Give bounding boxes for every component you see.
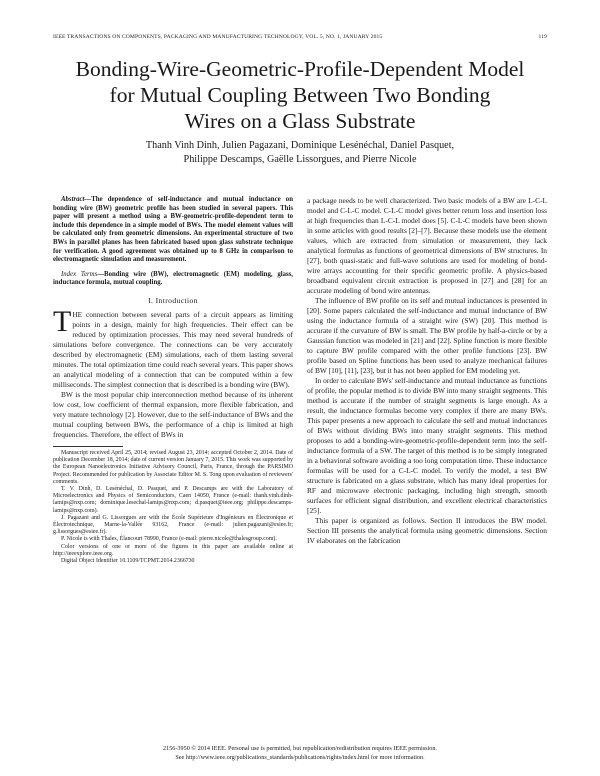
rights-link[interactable]: See http://www.ieee.org/publications_standards/publications/rights/index.html for more information. (175, 754, 425, 761)
body-paragraph: The influence of BW profile on its self and mutual inductances is presented in [20]. Some papers calculated the self-inductance and mutual inductance of BW using the inductance formula of a straight wire (SW) [20]. This method is accurate if the curvature of BW is small. The BW profile by half-a-circle or by a Gaussian function was modeled in [21] and [22]. Spline function is more flexible to capture BW profile compared with the other profile functions [23]. BW profile based on Spline functions has been used to analyze mechanical failures of BW [10], [11], [23], but it has not been applied for EM modeling yet. (307, 296, 547, 375)
section-heading: I. Introduction (148, 295, 198, 305)
paper-title (0, 56, 600, 134)
body-paragraph: BW is the most popular chip interconnection method because of its inherent low cost, low coefficient of thermal expansion, more flexible fabrication, and very mature technology [2]. However, due to the self-inductance of BWs and the mutual coupling between BWs, the performance of a chip is limited at high frequencies. Therefore, the effect of BWs in (53, 389, 293, 439)
abstract-text: —The dependence of self-inductance and mutual inductance on bonding wire (BW) geometric profile has been studied in several papers. This paper will present a method using a BW-geometric-profile-dependent term to include this dependence in a simple model of BWs. The model element values will be calculated only from geometric dimensions. An experimental structure of two BWs in parallel planes has been fabricated based upon glass substrate technique for verification. A good agreement was obtained up to 8 GHz in comparison to electromagnetic simulation and measurement. (53, 196, 293, 264)
title-line: Wires on a Glass Substrate (184, 109, 416, 133)
drop-cap: T (53, 304, 72, 338)
footnote: T. V. Dinh, D. Lesénéchal, D. Pasquet, and P. Descamps are with the Laboratory of Microelectronics and Physics of Semiconductors, Caen 14050, France (e-mail: thanh.vinh.dinh-lamips@nxp.com; dominique.lesechal-lamips@nxp.com; d.pasquet@ieee.org; philippe.descamps-lamips@nxp.com). (53, 485, 293, 514)
body-paragraph: This paper is organized as follows. Section II introduces the BW model. Section III presents the analytical formula using geometric dimensions. Section IV elaborates on the fabrication (307, 516, 547, 545)
left-column (53, 196, 293, 565)
page-number: 119 (538, 34, 547, 40)
footnote: Color versions of one or more of the figures in this paper are available online at http://ieeexplore.ieee.org. (53, 543, 293, 557)
author-line: Philippe Descamps, Gaëlle Lissorgues, and Pierre Nicole (183, 154, 417, 165)
footnote-rule (53, 446, 123, 447)
abstract-label: Abstract (61, 196, 85, 203)
body-paragraph: In order to calculate BWs' self-inductance and mutual inductance as functions of profile, the popular method is to divide BW into many straight segments. This method is accurate if the number of straight segments is large enough. As a result, the inductance formulas become very complex if there are many BWs. This paper presents a new approach to calculate the self and mutual inductances of BWs without dividing BWs into many straight segments. This method proposes to add a bonding-wire-geometric-profile-dependent term into the self-inductance formula of a SW. The target of this method is to be simply integrated in a behavioral software avoiding a too long computation time. These inductance formulas will be used for a C-L-C model. To verify the model, a test BW structure is fabricated on a glass substrate, which has many ideal properties for RF and microwave electronic packaging, including high strength, smooth surfaces for efficient signal distribution, and excellent electrical characteristics [25]. (307, 376, 547, 515)
running-head (53, 34, 547, 40)
author-list (0, 139, 600, 167)
intro-text: HE connection between several parts of a circuit appears as limiting points in a design, mainly for high frequencies. Their effect can be reduced by optimization processes. This may need several hundreds of simulations before convergence. The connections can be very accurately described by electromagnetic (EM) simulations, each of them lasting several minutes. The total optimization time could reach several years. This paper shows an analytical modeling of a connection that can be computed within a few milliseconds. The simplest connection that is described is a bonding wire (BW). (53, 309, 293, 389)
body-paragraph: a package needs to be well characterized. Two basic models of a BW are L-C-L model and C-L-C model. C-L-C model gives better return loss and insertion loss at high frequencies than L-C-L model does [5]. C-L-C models have been shown in some articles with good results [2]–[7]. Because these models use the element values, which are extracted from simulation or measurement, they lack analytical formulas as functions of geometrical dimensions of BW structures. In [27], both quasi-static and full-wave solutions are used for modeling of bond-wire arrays accounting for their specific geometric profile. A physics-based broadband equivalent circuit extraction is proposed in [27] and [28] for an accurate modeling of bond wire antennas. (307, 196, 547, 295)
index-terms-label: Index Terms (61, 270, 98, 278)
intro-paragraph (53, 304, 293, 390)
footnote: Digital Object Identifier 10.1109/TCPMT.2014.2366730 (61, 557, 195, 564)
abstract (53, 196, 293, 265)
journal-header: IEEE TRANSACTIONS ON COMPONENTS, PACKAGING AND MANUFACTURING TECHNOLOGY, VOL. 5, NO. 1, JANUARY 2015 (53, 34, 383, 40)
copyright-notice: 2156-3950 © 2014 IEEE. Personal use is permitted, but republication/redistribution requires IEEE permission. (163, 745, 437, 752)
footnote: Manuscript received April 25, 2014; revised August 23, 2014; accepted October 2, 2014. Date of publication December 18, 2014; date of current version January 7, 2015. This work was supported by the European Nanoelectronics Initiative Advisory Council, Paris, France, through the PARSIMO Project. Recommended for publication by Associate Editor M. S. Tong upon evaluation of reviewers' comments. (53, 449, 293, 485)
index-terms (53, 271, 293, 288)
footnote: P. Nicole is with Thales, Élancourt 78990, France (e-mail: pierre.nicole@thalesgroup.com). (61, 536, 277, 543)
footnote: J. Pagazani and G. Lissorgues are with the École Supérieure d'Ingénieurs en Électronique et Électrotechnique, Marne-la-Vallée 93162, France (e-mail: julien.pagazani@esiee.fr; g.lissorgues@esiee.fr). (53, 514, 293, 536)
title-line: Bonding-Wire-Geometric-Profile-Dependent Model (75, 57, 525, 81)
index-terms-text: —Bonding wire (BW), electromagnetic (EM) modeling, glass, inductance formula, mutual coupling. (53, 270, 293, 287)
author-line: Thanh Vinh Dinh, Julien Pagazani, Dominique Lesénéchal, Daniel Pasquet, (145, 140, 455, 151)
right-column (307, 196, 547, 546)
title-line: for Mutual Coupling Between Two Bonding (109, 83, 491, 107)
